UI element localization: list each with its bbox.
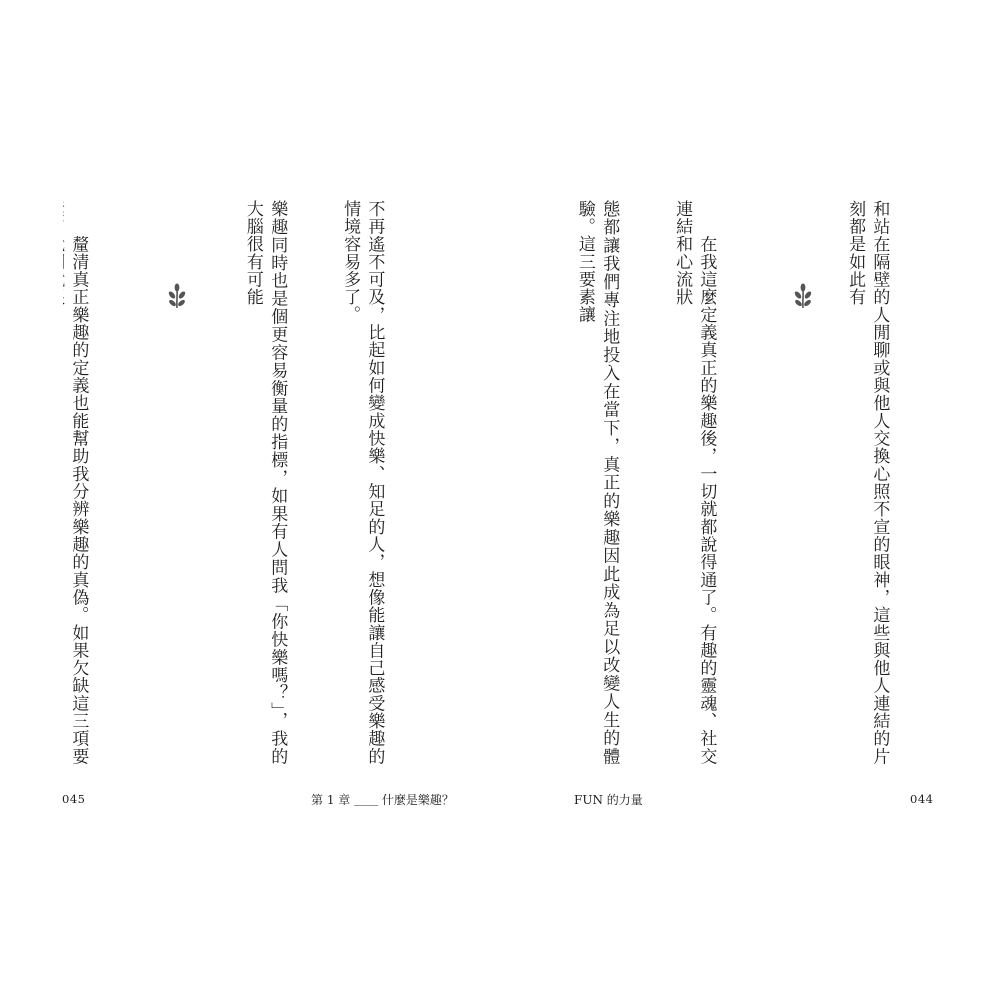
page-number: 045 — [62, 792, 86, 806]
running-head: 第 1 章 ＿＿ 什麼是樂趣？ — [311, 793, 454, 807]
right-page — [500, 0, 1000, 1000]
page-number: 044 — [910, 792, 934, 806]
text-line: 樂趣同時也是個更容易衡量的指標，如果有人問我「你快樂嗎？」，我的大腦很有可能 — [242, 200, 288, 765]
running-head: FUN 的力量 — [574, 793, 643, 807]
text-line: 和站在隔壁的人閒聊或與他人交換心照不宣的眼神，這些與他人連結的片刻都是如此有 — [845, 200, 890, 765]
text-line: 態都讓我們專注地投入在當下，真正的樂趣因此成為足以改變人生的體驗。這三要素讓 — [574, 200, 620, 765]
left-body-text-a — [223, 200, 435, 765]
text-line: 在我這麼定義真正的樂趣後，一切就都說得通了。有趣的靈魂、社交連結和心流狀 — [672, 200, 717, 765]
right-body-text-a — [840, 200, 940, 765]
text-line: 釐清真正樂趣的定義也能幫助我分辨樂趣的真偽。如果欠缺這三項要 — [68, 235, 89, 765]
sprout-icon — [793, 283, 813, 309]
right-body-text-b — [569, 200, 767, 765]
text-line: 不再遙不可及，比起如何變成快樂、知足的人，想像能讓自己感受樂趣的情境容易多了。 — [340, 200, 385, 765]
left-body-text-b — [63, 200, 139, 765]
sprout-icon — [167, 283, 187, 309]
